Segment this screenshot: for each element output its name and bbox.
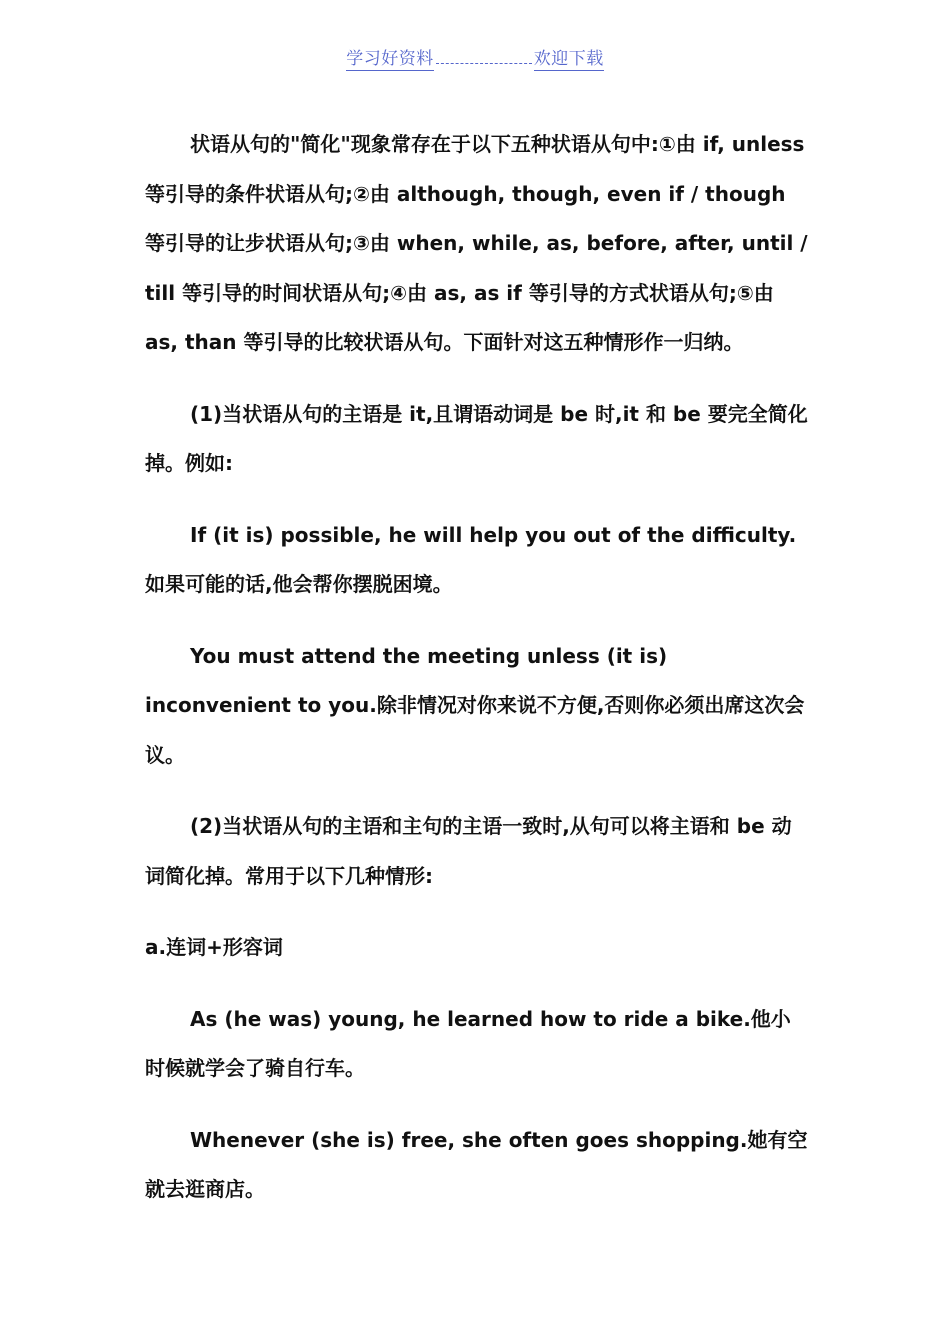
document-body	[145, 120, 810, 1237]
page-header	[0, 44, 950, 69]
paragraph-example-2: You must attend the meeting unless (it is) inconvenient to you.除非情况对你来说不方便,否则你必须出席这次会议。	[145, 643, 805, 767]
paragraph-intro: 状语从句的"简化"现象常存在于以下五种状语从句中:①由 if, unless 等引导的条件状语从句;②由 although, though, even if / though 等引导的让步状语从句;③由 when, while, as, before, after, until / till 等引导的时间状语从句;④由 as, as if 等引导的方式状语从句;⑤由 as, than 等引导的比较状语从句。下面针对这五种情形作一归纳。	[145, 132, 808, 354]
header-dashed-rule	[436, 53, 532, 64]
paragraph-subheading-a: a.连词+形容词	[145, 935, 283, 959]
paragraph-example-1: If (it is) possible, he will help you out of the difficulty. 如果可能的话,他会帮你摆脱困境。	[145, 522, 797, 596]
paragraph-example-4: Whenever (she is) free, she often goes shopping.她有空就去逛商店。	[145, 1127, 808, 1201]
paragraph-rule-2: (2)当状语从句的主语和主句的主语一致时,从句可以将主语和 be 动词简化掉。常用于以下几种情形:	[145, 814, 792, 888]
paragraph-rule-1: (1)当状语从句的主语是 it,且谓语动词是 be 时,it 和 be 要完全简化掉。例如:	[145, 401, 808, 475]
header-right-text: 欢迎下载	[533, 49, 604, 69]
paragraph-example-3: As (he was) young, he learned how to ride a bike.他小时候就学会了骑自行车。	[145, 1006, 791, 1080]
header-left-text: 学习好资料	[346, 49, 434, 69]
